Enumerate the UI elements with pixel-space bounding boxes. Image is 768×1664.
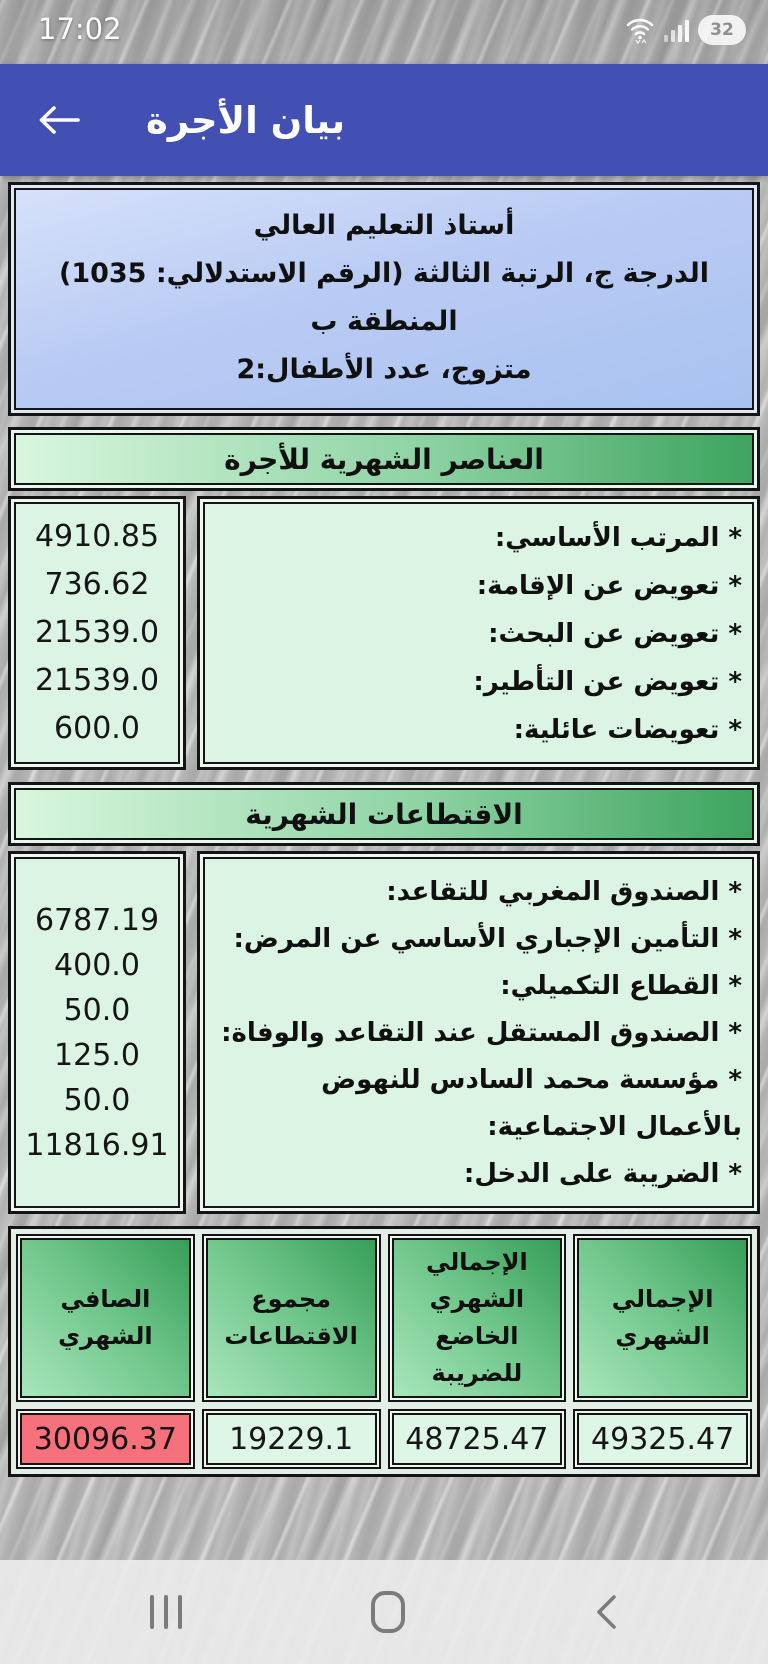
summary-value-taxable (388, 1409, 567, 1469)
deduction-value: 6787.19 (34, 902, 160, 938)
deduction-value: 11816.91 (25, 1127, 169, 1163)
summary-value: 48725.47 (405, 1421, 549, 1457)
summary-value: 49325.47 (591, 1421, 735, 1457)
family-status-line: متزوج، عدد الأطفال:2 (236, 354, 532, 385)
deductions-section-title: الاقتطاعات الشهرية (245, 797, 523, 831)
summary-header-label: الصافي الشهري (58, 1285, 153, 1350)
summary-header-taxable (388, 1234, 567, 1402)
employee-info-panel (8, 182, 760, 416)
earnings-value: 21539.0 (34, 663, 160, 698)
deduction-label: * التأمين الإجباري الأساسي عن المرض: (233, 924, 742, 954)
earnings-value: 736.62 (44, 567, 150, 602)
summary-header-label: الإجمالي الشهري الخاضع للضريبة (425, 1248, 528, 1387)
summary-header-label: مجموع الاقتطاعات (224, 1285, 358, 1350)
earnings-value: 600.0 (54, 711, 140, 746)
summary-header-net (16, 1234, 195, 1402)
earnings-label: * تعويض عن التأطير: (473, 667, 742, 697)
grade-line: الدرجة ج، الرتبة الثالثة (الرقم الاستدلالي: 1035) (58, 258, 710, 289)
signal-icon (664, 18, 689, 42)
deductions-labels-cell (197, 851, 760, 1214)
earnings-section-title: العناصر الشهرية للأجرة (224, 442, 544, 476)
status-bar (0, 0, 768, 64)
earnings-section-header (8, 427, 760, 491)
earnings-table (8, 496, 760, 770)
deduction-value: 50.0 (63, 1082, 131, 1118)
earnings-label: * المرتب الأساسي: (494, 523, 742, 553)
deduction-label: * الصندوق المغربي للتقاعد: (386, 877, 742, 907)
back-button[interactable] (36, 100, 88, 140)
summary-header-label: الإجمالي الشهري (611, 1285, 714, 1350)
app-bar (0, 64, 768, 176)
summary-header-total-deductions (202, 1234, 381, 1402)
back-nav-button[interactable] (594, 1593, 618, 1631)
deduction-value: 50.0 (63, 992, 131, 1028)
earnings-label: * تعويض عن البحث: (488, 619, 742, 649)
earnings-value: 4910.85 (34, 519, 160, 554)
deduction-value: 400.0 (54, 947, 140, 983)
summary-value: 30096.37 (33, 1421, 177, 1457)
deductions-values-cell (8, 851, 186, 1214)
summary-value-total-deductions (202, 1409, 381, 1469)
earnings-values-cell (8, 496, 186, 770)
deduction-value: 125.0 (54, 1037, 140, 1073)
battery-icon (698, 15, 746, 45)
deduction-label: * الضريبة على الدخل: (463, 1159, 742, 1189)
deduction-label: * مؤسسة محمد السادس للنهوض بالأعمال الاجتماعية: (321, 1065, 742, 1142)
recents-button[interactable] (150, 1595, 182, 1629)
summary-value: 19229.1 (229, 1421, 354, 1457)
deduction-label: * القطاع التكميلي: (500, 971, 742, 1001)
earnings-labels-cell (197, 496, 760, 770)
status-icons (625, 15, 746, 45)
page-title: بيان الأجرة (146, 98, 346, 142)
deduction-label: * الصندوق المستقل عند التقاعد والوفاة: (221, 1018, 742, 1048)
home-button[interactable] (371, 1591, 405, 1633)
summary-table (8, 1226, 760, 1477)
navigation-bar (0, 1560, 768, 1664)
battery-percent: 32 (710, 20, 734, 40)
earnings-label: * تعويض عن الإقامة: (476, 571, 742, 601)
deductions-section-header (8, 782, 760, 846)
clock: 17:02 (38, 12, 122, 46)
earnings-label: * تعويضات عائلية: (513, 715, 742, 745)
zone-line: المنطقة ب (310, 306, 458, 337)
summary-value-net (16, 1409, 195, 1469)
summary-value-gross (573, 1409, 752, 1469)
report-content (0, 176, 768, 1477)
summary-header-gross (573, 1234, 752, 1402)
deductions-table (8, 851, 760, 1214)
job-title: أستاذ التعليم العالي (253, 210, 515, 241)
earnings-value: 21539.0 (34, 615, 160, 650)
back-arrow-icon (36, 103, 82, 137)
wifi-icon (625, 16, 655, 44)
